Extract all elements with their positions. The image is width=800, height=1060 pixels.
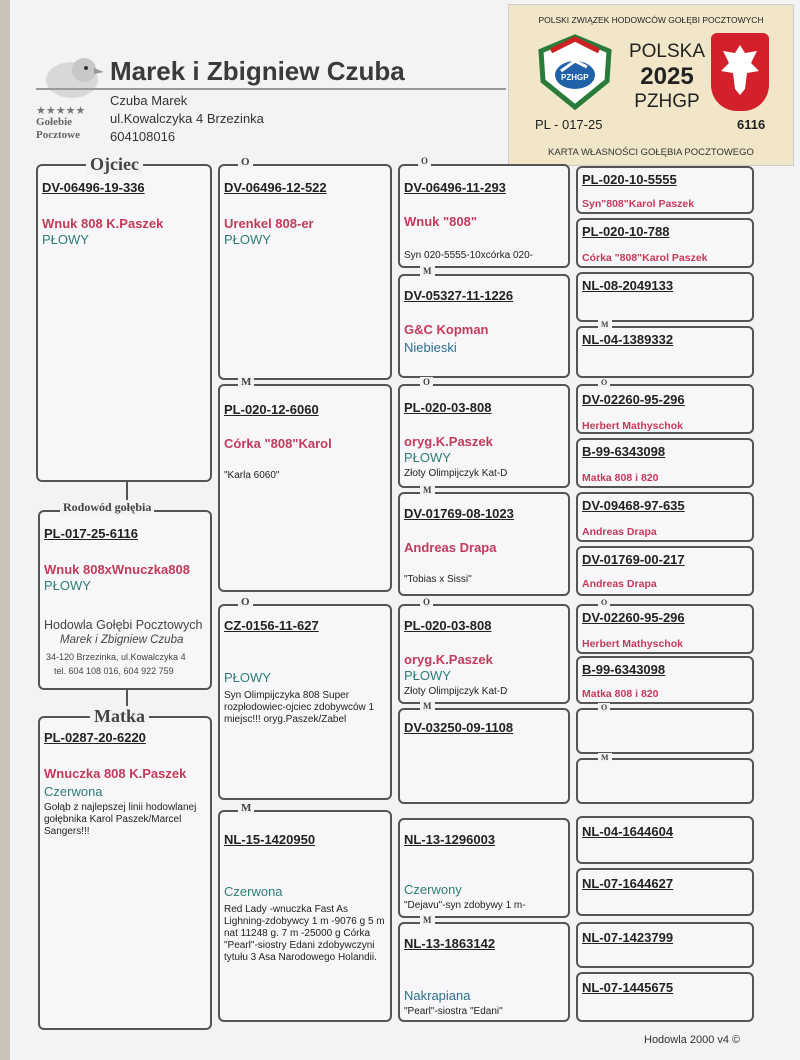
ggp-5-ring: PL-020-03-808 [404,618,492,633]
ggp-3-tag: O [420,377,433,387]
gp-3-tag: O [238,596,253,608]
g4-box-16[interactable] [576,972,754,1022]
card-ring-right: 6116 [737,117,766,132]
father-name: Wnuk 808 K.Paszek [42,216,164,231]
gp-2-note: "Karla 6060" [224,470,280,481]
g4-6-name: Matka 808 i 820 [582,472,659,484]
ggp-box-7[interactable] [398,818,570,918]
mother-box[interactable] [38,716,212,1030]
ggp-box-5[interactable] [398,604,570,704]
gp-1-name: Urenkel 808-er [224,216,314,231]
pzhgp-badge-text: PZHGP [561,73,589,82]
logo-stars: ★★★★★ [36,105,86,117]
g4-14-ring: NL-07-1644627 [582,876,674,891]
gp-box-3[interactable] [218,604,392,800]
g4-5-tag: O [598,378,610,387]
g4-box-15[interactable] [576,922,754,968]
g4-4-ring: NL-04-1389332 [582,332,674,347]
g4-box-12[interactable] [576,758,754,804]
gp-4-note: Red Lady -wnuczka Fast As Lighning-zdobywcy 1 m -9076 g 5 m nat 11248 g. 7 m -25000 g Córka "Pearl"-siostry Edani zdobywczyni tytułu 3 Asa Narodowego Holandii. [224,904,385,963]
gp-box-2[interactable] [218,384,392,592]
g4-box-7[interactable] [576,492,754,542]
g4-11-tag: O [598,703,610,712]
gp-4-ring: NL-15-1420950 [224,832,316,847]
eagle-emblem-icon [711,33,769,111]
g4-box-9[interactable] [576,604,754,654]
ggp-7-color: Czerwony [404,882,462,897]
pedigree-label: Rodowód gołębia [60,500,154,515]
gp-3-color: PŁOWY [224,670,271,685]
subject-box[interactable] [38,510,212,690]
ggp-box-3[interactable] [398,384,570,488]
mother-note: Gołąb z najlepszej linii hodowlanej gołębnika Karol Paszek/Marcel Sangers!!! [44,802,197,837]
ggp-1-name: Wnuk "808" [404,214,478,229]
g4-box-3[interactable] [576,272,754,322]
card-ring-left: PL - 017-25 [535,117,603,132]
ggp-box-8[interactable] [398,922,570,1022]
ggp-box-1[interactable] [398,164,570,268]
gp-1-color: PŁOWY [224,232,271,247]
ggp-4-ring: DV-01769-08-1023 [404,506,514,521]
logo-text: Gołebie Pocztowe [36,116,80,141]
ggp-5-tag: O [420,597,433,607]
card-country: POLSKA [628,41,706,62]
subject-name: Wnuk 808xWnuczka808 [44,562,190,577]
ggp-6-tag: M [420,701,435,711]
software-footer: Hodowla 2000 v4 © [644,1034,741,1046]
ggp-1-tag: O [418,156,431,166]
g4-10-ring: B-99-6343098 [582,662,666,677]
ggp-5-color: PŁOWY [404,668,451,683]
gp-1-ring: DV-06496-12-522 [224,180,327,195]
father-color: PŁOWY [42,232,89,247]
g4-2-ring: PL-020-10-788 [582,224,670,239]
pigeon-logo-icon [38,52,104,102]
ggp-8-color: Nakrapiana [404,988,471,1003]
ggp-8-tag: M [420,915,435,925]
ggp-3-color: PŁOWY [404,450,451,465]
g4-7-ring: DV-09468-97-635 [582,498,685,513]
gp-4-color: Czerwona [224,884,283,899]
pzhgp-logo-icon [537,31,613,111]
g4-7-name: Andreas Drapa [582,526,657,538]
g4-13-ring: NL-04-1644604 [582,824,674,839]
g4-6-ring: B-99-6343098 [582,444,666,459]
owner-name: Czuba Marek [110,93,188,108]
g4-9-tag: O [598,598,610,607]
gp-box-4[interactable] [218,810,392,1022]
g4-12-tag: M [598,753,612,762]
ggp-4-tag: M [420,485,435,495]
g4-15-ring: NL-07-1423799 [582,930,674,945]
g4-1-ring: PL-020-10-5555 [582,172,677,187]
ggp-8-ring: NL-13-1863142 [404,936,496,951]
g4-box-2[interactable] [576,218,754,268]
g4-2-name: Córka "808"Karol Paszek [582,252,708,264]
subject-addr: 34-120 Brzezinka, ul.Kowalczyka 4 [46,652,186,662]
ggp-box-6[interactable] [398,708,570,804]
g4-box-4[interactable] [576,326,754,378]
card-assoc: PZHGP [634,91,700,112]
ggp-7-note: "Dejavu"-syn zdobywy 1 m- [404,900,526,911]
ggp-2-ring: DV-05327-11-1226 [404,288,514,303]
g4-5-ring: DV-02260-95-296 [582,392,685,407]
father-box[interactable] [36,164,212,482]
ggp-2-tag: M [420,266,435,276]
ggp-5-note: Złoty Olimpijczyk Kat-D [404,686,508,697]
ggp-3-note: Złoty Olimpijczyk Kat-D [404,468,508,479]
mother-name: Wnuczka 808 K.Paszek [44,766,187,781]
ggp-1-ring: DV-06496-11-293 [404,180,506,195]
gp-3-ring: CZ-0156-11-627 [224,618,319,633]
gp-2-tag: M [238,376,254,388]
gp-box-1[interactable] [218,164,392,380]
ggp-box-4[interactable] [398,492,570,596]
subject-color: PŁOWY [44,578,91,593]
ggp-4-note: "Tobias x Sissi" [404,574,472,585]
ggp-7-ring: NL-13-1296003 [404,832,496,847]
g4-3-ring: NL-08-2049133 [582,278,674,293]
mother-ring: PL-0287-20-6220 [44,730,146,745]
g4-10-name: Matka 808 i 820 [582,688,659,700]
ggp-3-name: oryg.K.Paszek [404,434,493,449]
g4-5-name: Herbert Mathyschok [582,420,683,432]
ggp-2-name: G&C Kopman [404,322,489,337]
father-label: Ojciec [86,154,143,175]
gp-1-tag: O [238,156,253,168]
card-footer: KARTA WŁASNOŚCI GOŁĘBIA POCZTOWEGO [548,147,754,158]
g4-box-11[interactable] [576,708,754,754]
g4-box-14[interactable] [576,868,754,916]
mother-label: Matka [90,706,149,727]
g4-box-10[interactable] [576,656,754,704]
g4-8-ring: DV-01769-00-217 [582,552,685,567]
ggp-box-2[interactable] [398,274,570,378]
g4-4-tag: M [598,320,612,329]
g4-box-5[interactable] [576,384,754,434]
g4-8-name: Andreas Drapa [582,578,657,590]
ggp-1-note: Syn 020-5555-10xcórka 020- [404,250,533,261]
subject-ring: PL-017-25-6116 [44,526,138,541]
subject-tel: tel. 604 108 016, 604 922 759 [54,666,174,676]
g4-box-6[interactable] [576,438,754,488]
breeder-title: Marek i Zbigniew Czuba [110,56,405,86]
g4-box-1[interactable] [576,166,754,214]
ggp-3-ring: PL-020-03-808 [404,400,492,415]
subject-loft: Hodowla Gołębi Pocztowych [44,618,203,632]
card-org: POLSKI ZWIĄZEK HODOWCÓW GOŁĘBI POCZTOWYCH [538,15,764,25]
owner-phone: 604108016 [110,129,176,144]
title-underline [36,88,506,90]
ggp-6-ring: DV-03250-09-1108 [404,720,514,735]
g4-box-13[interactable] [576,816,754,864]
ownership-card [508,4,794,166]
g4-1-name: Syn"808"Karol Paszek [582,198,695,210]
g4-box-8[interactable] [576,546,754,596]
g4-9-ring: DV-02260-95-296 [582,610,685,625]
mother-color: Czerwona [44,784,103,799]
g4-9-name: Herbert Mathyschok [582,638,683,650]
gp-4-tag: M [238,802,254,814]
ggp-2-color: Niebieski [404,340,457,355]
ggp-8-note: "Pearl"-siostra "Edani" [404,1006,503,1017]
subject-breeders: Marek i Zbigniew Czuba [60,634,184,646]
ggp-4-name: Andreas Drapa [404,540,497,555]
father-ring: DV-06496-19-336 [42,180,145,195]
g4-16-ring: NL-07-1445675 [582,980,674,995]
gp-3-note: Syn Olimpijczyka 808 Super rozpłodowiec-ojciec zdobywców 1 miejsc!!! oryg.Paszek/Zabel [224,690,375,725]
owner-address: ul.Kowalczyka 4 Brzezinka [110,111,264,126]
ggp-5-name: oryg.K.Paszek [404,652,493,667]
gp-2-ring: PL-020-12-6060 [224,402,319,417]
gp-2-name: Córka "808"Karol [224,436,332,451]
card-year: 2025 [640,63,694,90]
